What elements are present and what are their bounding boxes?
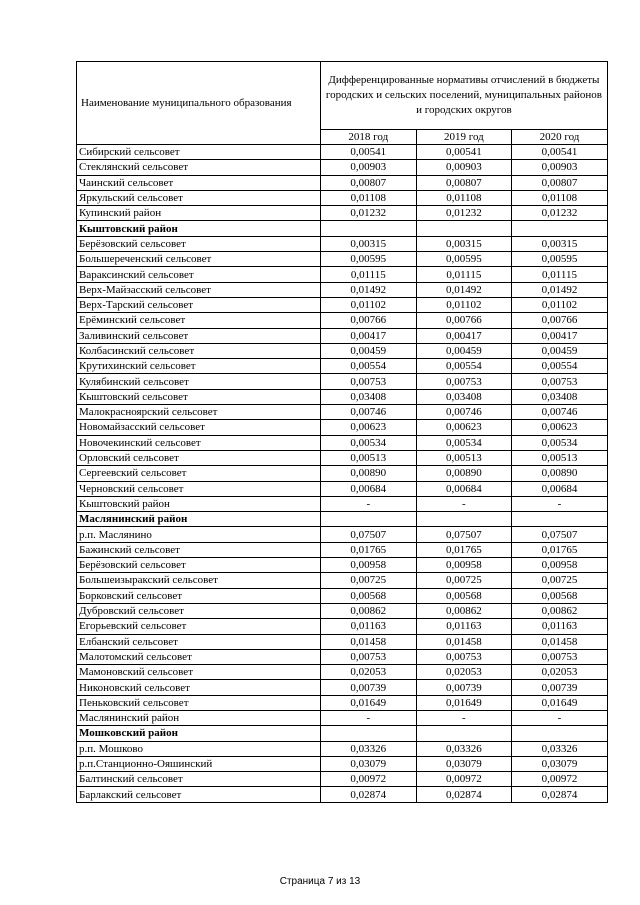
table-row <box>77 527 608 542</box>
normative-value: 0,00513 <box>416 450 512 465</box>
municipality-name: Колбасинский сельсовет <box>77 343 321 358</box>
municipality-name: Пеньковский сельсовет <box>77 695 321 710</box>
normative-value: 0,00890 <box>512 466 608 481</box>
normative-value: 0,01163 <box>416 619 512 634</box>
normative-value: 0,03326 <box>416 741 512 756</box>
normative-value: 0,00513 <box>512 450 608 465</box>
table-section-row <box>77 726 608 741</box>
municipality-name: Заливинский сельсовет <box>77 328 321 343</box>
normative-value: 0,01115 <box>321 267 417 282</box>
normative-value: 0,02053 <box>321 665 417 680</box>
normative-value: 0,00807 <box>416 175 512 190</box>
normative-value: 0,00739 <box>321 680 417 695</box>
municipality-name: Новомайзасский сельсовет <box>77 420 321 435</box>
normative-value: 0,00595 <box>512 252 608 267</box>
normative-value: 0,00459 <box>321 343 417 358</box>
column-header-year: 2018 год <box>321 130 417 145</box>
municipality-name: Берёзовский сельсовет <box>77 558 321 573</box>
normative-value: 0,03079 <box>512 756 608 771</box>
normative-value: 0,00315 <box>321 236 417 251</box>
normative-value: 0,00862 <box>416 603 512 618</box>
normative-value: 0,03408 <box>416 389 512 404</box>
section-title: Маслянинский район <box>77 512 321 527</box>
normative-value: 0,00595 <box>416 252 512 267</box>
municipality-name: Бажинский сельсовет <box>77 542 321 557</box>
normative-value: 0,00315 <box>512 236 608 251</box>
municipality-name: р.п.Станционно-Ояшинский <box>77 756 321 771</box>
table-row <box>77 603 608 618</box>
table-row <box>77 588 608 603</box>
normative-value: 0,00903 <box>416 160 512 175</box>
normative-value: 0,00766 <box>416 313 512 328</box>
normative-value: 0,00972 <box>416 772 512 787</box>
table-body <box>77 145 608 803</box>
normative-value: 0,03326 <box>512 741 608 756</box>
municipality-name: Борковский сельсовет <box>77 588 321 603</box>
table-row <box>77 374 608 389</box>
normative-value: 0,01492 <box>416 282 512 297</box>
municipality-name: Кыштовский сельсовет <box>77 389 321 404</box>
municipality-name: Крутихинский сельсовет <box>77 359 321 374</box>
table-section-row <box>77 221 608 236</box>
normative-value: 0,07507 <box>321 527 417 542</box>
normative-value: 0,01765 <box>512 542 608 557</box>
normative-value: 0,01163 <box>512 619 608 634</box>
normative-value: 0,00513 <box>321 450 417 465</box>
normative-value <box>321 726 417 741</box>
municipality-name: Стеклянский сельсовет <box>77 160 321 175</box>
normative-value: 0,00972 <box>321 772 417 787</box>
column-header-year: 2020 год <box>512 130 608 145</box>
municipality-name: Купинский район <box>77 206 321 221</box>
municipality-name: Барлакский сельсовет <box>77 787 321 802</box>
table-row <box>77 695 608 710</box>
municipality-name: Черновский сельсовет <box>77 481 321 496</box>
table-row <box>77 710 608 725</box>
section-title: Мошковский район <box>77 726 321 741</box>
normative-value: 0,00807 <box>321 175 417 190</box>
normative-value: 0,00862 <box>512 603 608 618</box>
table-row <box>77 175 608 190</box>
municipality-name: Мамоновский сельсовет <box>77 665 321 680</box>
normative-value: 0,00568 <box>512 588 608 603</box>
normative-value: 0,00541 <box>321 145 417 160</box>
normative-value: 0,01102 <box>512 297 608 312</box>
normative-value: 0,03326 <box>321 741 417 756</box>
municipality-name: Егорьевский сельсовет <box>77 619 321 634</box>
normative-value <box>512 512 608 527</box>
normatives-table <box>76 61 608 803</box>
table-row <box>77 573 608 588</box>
table-row <box>77 680 608 695</box>
normative-value <box>321 221 417 236</box>
normative-value <box>416 512 512 527</box>
normative-value: 0,00595 <box>321 252 417 267</box>
normative-value: 0,01492 <box>321 282 417 297</box>
normative-value: 0,00541 <box>416 145 512 160</box>
municipality-name: Кыштовский район <box>77 496 321 511</box>
table-row <box>77 665 608 680</box>
table-row <box>77 741 608 756</box>
normative-value: - <box>416 496 512 511</box>
municipality-name: Берёзовский сельсовет <box>77 236 321 251</box>
normative-value: - <box>321 710 417 725</box>
table-row <box>77 420 608 435</box>
normative-value: 0,00417 <box>321 328 417 343</box>
normative-value: 0,01115 <box>416 267 512 282</box>
normative-value: 0,03079 <box>416 756 512 771</box>
normative-value: 0,01458 <box>512 634 608 649</box>
normative-value <box>512 221 608 236</box>
normative-value: 0,01102 <box>321 297 417 312</box>
normative-value: 0,00972 <box>512 772 608 787</box>
normative-value: 0,03408 <box>321 389 417 404</box>
normative-value: 0,01102 <box>416 297 512 312</box>
table-row <box>77 558 608 573</box>
municipality-name: Большеизыракский сельсовет <box>77 573 321 588</box>
normative-value: 0,02874 <box>416 787 512 802</box>
normative-value: 0,00739 <box>512 680 608 695</box>
normative-value: 0,01765 <box>321 542 417 557</box>
normative-value <box>416 726 512 741</box>
table-row <box>77 236 608 251</box>
normative-value: 0,00890 <box>416 466 512 481</box>
normative-value: 0,00862 <box>321 603 417 618</box>
normative-value: 0,01649 <box>416 695 512 710</box>
table-section-row <box>77 512 608 527</box>
normative-value: 0,00746 <box>512 405 608 420</box>
municipality-name: Ерёминский сельсовет <box>77 313 321 328</box>
table-row <box>77 435 608 450</box>
normative-value: 0,01232 <box>512 206 608 221</box>
normative-value: 0,01163 <box>321 619 417 634</box>
normative-value: 0,00766 <box>512 313 608 328</box>
page-number: Страница 7 из 13 <box>279 876 361 887</box>
normative-value: 0,02053 <box>512 665 608 680</box>
normative-value: - <box>512 496 608 511</box>
normative-value <box>512 726 608 741</box>
normative-value: 0,00725 <box>416 573 512 588</box>
normative-value: 0,02053 <box>416 665 512 680</box>
municipality-name: Верх-Тарский сельсовет <box>77 297 321 312</box>
normative-value: 0,00739 <box>416 680 512 695</box>
table-row <box>77 343 608 358</box>
normative-value: - <box>512 710 608 725</box>
normative-value: 0,00725 <box>512 573 608 588</box>
municipality-name: Новочекинский сельсовет <box>77 435 321 450</box>
municipality-name: Малотомский сельсовет <box>77 649 321 664</box>
normative-value: 0,01108 <box>321 190 417 205</box>
normative-value: 0,01232 <box>321 206 417 221</box>
table-row <box>77 466 608 481</box>
municipality-name: Яркульский сельсовет <box>77 190 321 205</box>
normative-value: 0,02874 <box>512 787 608 802</box>
normative-value <box>321 512 417 527</box>
municipality-name: Елбанский сельсовет <box>77 634 321 649</box>
normative-value: 0,00459 <box>416 343 512 358</box>
table-row <box>77 252 608 267</box>
table-row <box>77 389 608 404</box>
normative-value: 0,00623 <box>321 420 417 435</box>
normative-value: 0,01108 <box>512 190 608 205</box>
normative-value: 0,07507 <box>512 527 608 542</box>
column-header-description: Дифференцированные нормативы отчислений в бюджеты городских и сельских поселений, муниципальных районов и городских округов <box>321 62 608 130</box>
normative-value: 0,00684 <box>416 481 512 496</box>
normative-value: 0,01492 <box>512 282 608 297</box>
normative-value: 0,00541 <box>512 145 608 160</box>
normative-value: 0,00534 <box>416 435 512 450</box>
municipality-name: Орловский сельсовет <box>77 450 321 465</box>
normative-value: 0,00753 <box>321 649 417 664</box>
municipality-name: Сергеевский сельсовет <box>77 466 321 481</box>
normative-value: 0,00725 <box>321 573 417 588</box>
table-row <box>77 282 608 297</box>
table-row <box>77 496 608 511</box>
municipality-name: Маслянинский район <box>77 710 321 725</box>
normative-value: 0,02874 <box>321 787 417 802</box>
normative-value: 0,00684 <box>512 481 608 496</box>
normative-value: 0,00534 <box>321 435 417 450</box>
table-row <box>77 160 608 175</box>
normative-value: 0,00315 <box>416 236 512 251</box>
normative-value: 0,00534 <box>512 435 608 450</box>
municipality-name: р.п. Мошково <box>77 741 321 756</box>
normative-value: 0,00746 <box>416 405 512 420</box>
normative-value: 0,00807 <box>512 175 608 190</box>
table-row <box>77 772 608 787</box>
normative-value: 0,01232 <box>416 206 512 221</box>
normative-value: 0,00684 <box>321 481 417 496</box>
municipality-name: р.п. Маслянино <box>77 527 321 542</box>
municipality-name: Вараксинский сельсовет <box>77 267 321 282</box>
table-row <box>77 619 608 634</box>
normative-value: 0,00766 <box>321 313 417 328</box>
normative-value: 0,01458 <box>416 634 512 649</box>
table-row <box>77 542 608 557</box>
table-row <box>77 328 608 343</box>
municipality-name: Чаинский сельсовет <box>77 175 321 190</box>
table-row <box>77 634 608 649</box>
normative-value: 0,07507 <box>416 527 512 542</box>
section-title: Кыштовский район <box>77 221 321 236</box>
table-row <box>77 649 608 664</box>
table-row <box>77 190 608 205</box>
normative-value: 0,01649 <box>512 695 608 710</box>
normative-value: 0,00753 <box>416 649 512 664</box>
table-row <box>77 756 608 771</box>
table-row <box>77 450 608 465</box>
municipality-name: Малокрасноярский сельсовет <box>77 405 321 420</box>
normative-value: 0,03079 <box>321 756 417 771</box>
normative-value: 0,00554 <box>512 359 608 374</box>
normative-value <box>416 221 512 236</box>
normative-value: 0,01115 <box>512 267 608 282</box>
normative-value: 0,00958 <box>416 558 512 573</box>
normative-value: 0,00568 <box>321 588 417 603</box>
normative-value: - <box>321 496 417 511</box>
municipality-name: Никоновский сельсовет <box>77 680 321 695</box>
table-row <box>77 297 608 312</box>
table-row <box>77 145 608 160</box>
normative-value: 0,00958 <box>321 558 417 573</box>
municipality-name: Большереченский сельсовет <box>77 252 321 267</box>
normative-value: 0,00753 <box>321 374 417 389</box>
table-row <box>77 481 608 496</box>
column-header-name: Наименование муниципального образования <box>77 62 321 145</box>
table-row <box>77 313 608 328</box>
municipality-name: Кулябинский сельсовет <box>77 374 321 389</box>
normative-value: 0,00417 <box>416 328 512 343</box>
municipality-name: Дубровский сельсовет <box>77 603 321 618</box>
normative-value: 0,00623 <box>416 420 512 435</box>
normative-value: 0,01649 <box>321 695 417 710</box>
normative-value: 0,01458 <box>321 634 417 649</box>
normative-value: 0,00554 <box>416 359 512 374</box>
normative-value: 0,00903 <box>512 160 608 175</box>
normative-value: 0,00554 <box>321 359 417 374</box>
table-row <box>77 267 608 282</box>
table-row <box>77 359 608 374</box>
normative-value: 0,00753 <box>512 649 608 664</box>
municipality-name: Балтинский сельсовет <box>77 772 321 787</box>
normative-value: - <box>416 710 512 725</box>
column-header-year: 2019 год <box>416 130 512 145</box>
normative-value: 0,00890 <box>321 466 417 481</box>
normative-value: 0,01108 <box>416 190 512 205</box>
municipality-name: Сибирский сельсовет <box>77 145 321 160</box>
normative-value: 0,00958 <box>512 558 608 573</box>
normative-value: 0,00568 <box>416 588 512 603</box>
normative-value: 0,00753 <box>416 374 512 389</box>
normative-value: 0,00753 <box>512 374 608 389</box>
municipality-name: Верх-Майзасский сельсовет <box>77 282 321 297</box>
table-row <box>77 787 608 802</box>
normative-value: 0,00903 <box>321 160 417 175</box>
normative-value: 0,01765 <box>416 542 512 557</box>
normative-value: 0,00459 <box>512 343 608 358</box>
normative-value: 0,03408 <box>512 389 608 404</box>
normative-value: 0,00417 <box>512 328 608 343</box>
normative-value: 0,00746 <box>321 405 417 420</box>
normative-value: 0,00623 <box>512 420 608 435</box>
table-row <box>77 405 608 420</box>
table-row <box>77 206 608 221</box>
